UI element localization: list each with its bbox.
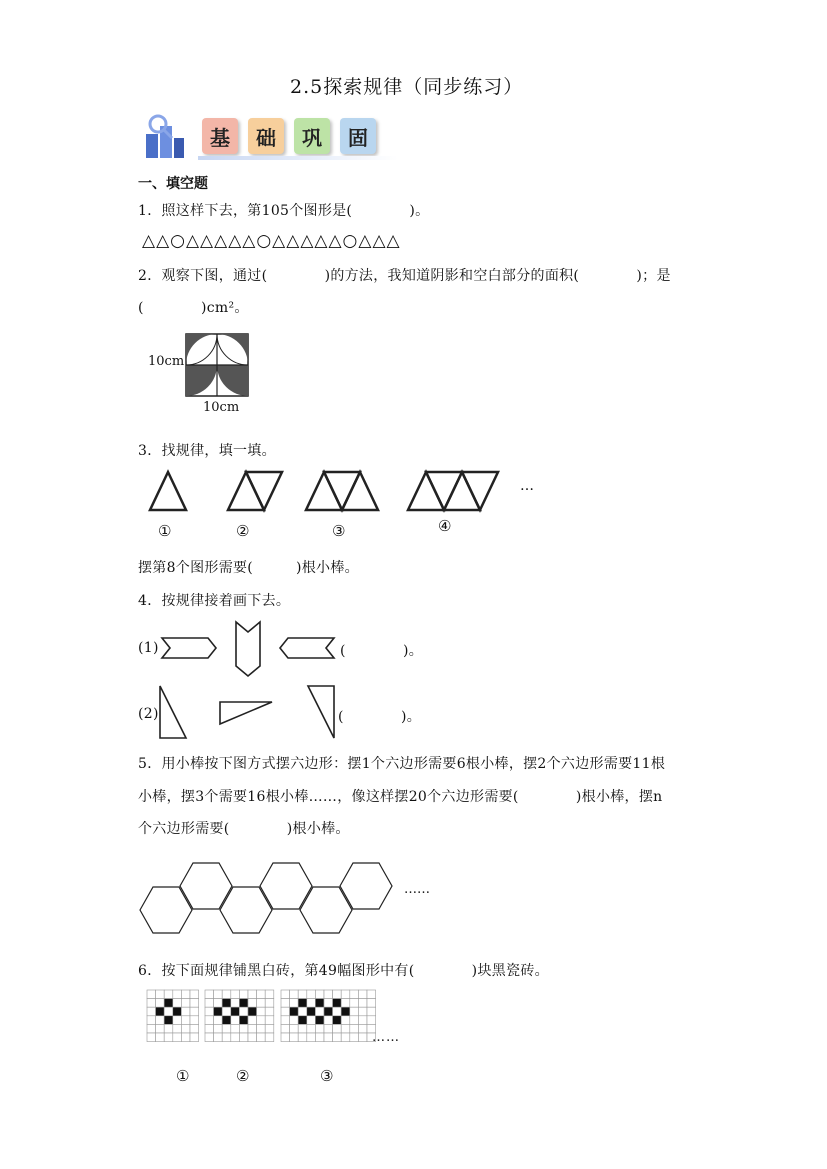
- white-tile: [333, 1024, 342, 1033]
- white-tile: [156, 999, 165, 1008]
- white-tile: [248, 999, 257, 1008]
- white-tile: [350, 1024, 359, 1033]
- black-tile: [173, 1007, 182, 1016]
- tile-label-3: ③: [320, 1067, 334, 1085]
- white-tile: [181, 1016, 190, 1025]
- black-tile: [214, 1007, 223, 1016]
- white-tile: [281, 1024, 290, 1033]
- white-tile: [358, 1024, 367, 1033]
- white-tile: [265, 990, 274, 999]
- white-tile: [341, 1033, 350, 1042]
- white-tile: [367, 1007, 376, 1016]
- white-tile: [222, 1033, 231, 1042]
- white-tile: [156, 1024, 165, 1033]
- figure-label-2: ②: [236, 522, 250, 540]
- triangle-rotation-row: [156, 684, 336, 742]
- white-tile: [164, 1024, 173, 1033]
- row-2-label: (2): [138, 706, 159, 722]
- white-tile: [214, 990, 223, 999]
- white-tile: [214, 999, 223, 1008]
- triangle-figure-4: [408, 472, 498, 510]
- white-tile: [281, 1033, 290, 1042]
- white-tile: [341, 1016, 350, 1025]
- white-tile: [248, 1033, 257, 1042]
- white-tile: [214, 1016, 223, 1025]
- black-tile: [341, 1007, 350, 1016]
- shaded-square-figure: [186, 334, 248, 396]
- white-tile: [239, 1007, 248, 1016]
- white-tile: [156, 990, 165, 999]
- question-5-line-1: 5．用小棒按下图方式摆六边形：摆1个六边形需要6根小棒，摆2个六边形需要11根: [138, 756, 666, 772]
- white-tile: [231, 1016, 240, 1025]
- question-2-line-2: ( )cm²。: [138, 300, 249, 316]
- white-tile: [257, 990, 266, 999]
- question-1-shape-sequence: △△○△△△△△○△△△△△○△△△: [142, 231, 401, 251]
- white-tile: [265, 1024, 274, 1033]
- white-tile: [290, 1033, 299, 1042]
- white-tile: [324, 1016, 333, 1025]
- white-tile: [298, 1007, 307, 1016]
- white-tile: [181, 999, 190, 1008]
- figure-label-4: ④: [438, 517, 452, 535]
- figure-label-3: ③: [332, 522, 346, 540]
- white-tile: [190, 1016, 199, 1025]
- white-tile: [307, 990, 316, 999]
- square-side-label: 10cm: [148, 354, 185, 369]
- banner-char-3: 巩: [294, 118, 330, 154]
- arrow-right-shape: [162, 638, 216, 658]
- white-tile: [231, 999, 240, 1008]
- black-tile: [231, 1007, 240, 1016]
- white-tile: [190, 1007, 199, 1016]
- white-tile: [307, 1033, 316, 1042]
- question-5-ellipsis: ……: [404, 882, 430, 897]
- white-tile: [333, 1033, 342, 1042]
- white-tile: [358, 1033, 367, 1042]
- white-tile: [358, 1007, 367, 1016]
- white-tile: [341, 999, 350, 1008]
- triangle-figure-2: [228, 472, 282, 510]
- white-tile: [281, 1007, 290, 1016]
- white-tile: [307, 1016, 316, 1025]
- white-tile: [281, 990, 290, 999]
- black-tile: [307, 1007, 316, 1016]
- tile-label-2: ②: [236, 1067, 250, 1085]
- question-3-text: 3．找规律，填一填。: [138, 443, 276, 459]
- figure-label-1: ①: [158, 522, 172, 540]
- white-tile: [205, 999, 214, 1008]
- white-tile: [333, 990, 342, 999]
- white-tile: [367, 1016, 376, 1025]
- white-tile: [205, 1016, 214, 1025]
- white-tile: [147, 990, 156, 999]
- black-tile: [222, 1016, 231, 1025]
- white-tile: [341, 990, 350, 999]
- white-tile: [181, 1033, 190, 1042]
- white-tile: [156, 1033, 165, 1042]
- white-tile: [290, 999, 299, 1008]
- white-tile: [315, 1007, 324, 1016]
- black-tile: [333, 999, 342, 1008]
- white-tile: [333, 1007, 342, 1016]
- question-5-line-2: 小棒，摆3个需要16根小棒……，像这样摆20个六边形需要( )根小棒，摆n: [138, 789, 663, 805]
- white-tile: [181, 1007, 190, 1016]
- white-tile: [350, 1016, 359, 1025]
- white-tile: [231, 1024, 240, 1033]
- white-tile: [222, 990, 231, 999]
- white-tile: [205, 1007, 214, 1016]
- white-tile: [257, 1016, 266, 1025]
- white-tile: [190, 1024, 199, 1033]
- white-tile: [350, 1033, 359, 1042]
- black-tile: [239, 1016, 248, 1025]
- white-tile: [367, 990, 376, 999]
- white-tile: [173, 1024, 182, 1033]
- white-tile: [239, 1033, 248, 1042]
- white-tile: [290, 1016, 299, 1025]
- white-tile: [358, 999, 367, 1008]
- arrow-left-shape: [280, 638, 334, 658]
- white-tile: [341, 1024, 350, 1033]
- black-tile: [333, 1016, 342, 1025]
- white-tile: [231, 990, 240, 999]
- white-tile: [307, 1024, 316, 1033]
- right-triangle-2: [220, 702, 272, 724]
- arrow-shapes-row: [160, 620, 340, 678]
- page-title: 2.5探索规律（同步练习）: [290, 76, 524, 98]
- section-heading: 一、填空题: [138, 176, 208, 192]
- question-5-line-3: 个六边形需要( )根小棒。: [138, 821, 350, 837]
- white-tile: [307, 999, 316, 1008]
- banner-icon: [138, 112, 198, 162]
- tile-grid-2: [205, 990, 274, 1042]
- black-tile: [290, 1007, 299, 1016]
- white-tile: [324, 1024, 333, 1033]
- white-tile: [290, 1024, 299, 1033]
- white-tile: [231, 1033, 240, 1042]
- arrow-down-shape: [236, 622, 260, 676]
- black-tile: [156, 1007, 165, 1016]
- white-tile: [190, 1033, 199, 1042]
- question-3-ellipsis: …: [520, 478, 534, 494]
- black-tile: [315, 1016, 324, 1025]
- white-tile: [222, 1007, 231, 1016]
- banner-char-4: 固: [340, 118, 376, 154]
- white-tile: [350, 990, 359, 999]
- banner-char-1: 基: [202, 118, 238, 154]
- white-tile: [181, 990, 190, 999]
- question-6-ellipsis: ……: [372, 1030, 400, 1045]
- white-tile: [324, 999, 333, 1008]
- white-tile: [173, 990, 182, 999]
- white-tile: [190, 990, 199, 999]
- right-triangle-1: [160, 686, 186, 738]
- tile-label-1: ①: [176, 1067, 190, 1085]
- white-tile: [367, 999, 376, 1008]
- white-tile: [190, 999, 199, 1008]
- white-tile: [222, 1024, 231, 1033]
- white-tile: [257, 1024, 266, 1033]
- white-tile: [205, 1033, 214, 1042]
- white-tile: [281, 999, 290, 1008]
- white-tile: [205, 1024, 214, 1033]
- row-1-blank: ( )。: [340, 643, 424, 659]
- white-tile: [147, 1033, 156, 1042]
- white-tile: [147, 1007, 156, 1016]
- white-tile: [298, 1024, 307, 1033]
- black-tile: [164, 999, 173, 1008]
- white-tile: [147, 1016, 156, 1025]
- white-tile: [298, 1033, 307, 1042]
- question-1-text: 1．照这样下去，第105个图形是( )。: [138, 203, 430, 219]
- white-tile: [164, 1033, 173, 1042]
- black-tile: [298, 1016, 307, 1025]
- white-tile: [173, 1033, 182, 1042]
- white-tile: [324, 990, 333, 999]
- question-4-text: 4．按规律接着画下去。: [138, 593, 291, 609]
- black-tile: [239, 999, 248, 1008]
- white-tile: [315, 990, 324, 999]
- white-tile: [173, 1016, 182, 1025]
- white-tile: [164, 990, 173, 999]
- white-tile: [265, 999, 274, 1008]
- white-tile: [164, 1007, 173, 1016]
- white-tile: [156, 1016, 165, 1025]
- triangle-figure-1: [150, 472, 186, 510]
- tile-grid-3: [281, 990, 376, 1042]
- square-bottom-label: 10cm: [203, 400, 240, 415]
- triangle-pattern-figure: [148, 470, 528, 514]
- black-tile: [222, 999, 231, 1008]
- white-tile: [205, 990, 214, 999]
- black-tile: [298, 999, 307, 1008]
- question-3-answer: 摆第8个图形需要( )根小棒。: [138, 560, 359, 576]
- row-2-blank: ( )。: [338, 709, 422, 725]
- white-tile: [315, 1024, 324, 1033]
- triangle-figure-3: [306, 472, 378, 510]
- black-tile: [324, 1007, 333, 1016]
- white-tile: [358, 1016, 367, 1025]
- white-tile: [248, 990, 257, 999]
- white-tile: [257, 1033, 266, 1042]
- black-tile: [315, 999, 324, 1008]
- white-tile: [214, 1024, 223, 1033]
- hexagon-chain-figure: [138, 860, 400, 936]
- white-tile: [239, 990, 248, 999]
- banner-char-2: 础: [248, 118, 284, 154]
- tile-grid-1: [147, 990, 199, 1042]
- black-tile: [248, 1007, 257, 1016]
- banner-underline: [198, 156, 398, 160]
- white-tile: [248, 1016, 257, 1025]
- white-tile: [239, 1024, 248, 1033]
- white-tile: [265, 1007, 274, 1016]
- white-tile: [147, 1024, 156, 1033]
- white-tile: [147, 999, 156, 1008]
- white-tile: [358, 990, 367, 999]
- white-tile: [265, 1033, 274, 1042]
- white-tile: [173, 999, 182, 1008]
- row-1-label: (1): [138, 640, 159, 656]
- white-tile: [248, 1024, 257, 1033]
- tile-pattern-figure: [147, 990, 377, 1042]
- white-tile: [324, 1033, 333, 1042]
- question-2-line-1: 2．观察下图，通过( )的方法，我知道阴影和空白部分的面积( )；是: [138, 268, 671, 284]
- white-tile: [350, 999, 359, 1008]
- white-tile: [290, 990, 299, 999]
- right-triangle-3: [308, 686, 334, 738]
- white-tile: [298, 990, 307, 999]
- white-tile: [281, 1016, 290, 1025]
- white-tile: [265, 1016, 274, 1025]
- white-tile: [181, 1024, 190, 1033]
- black-tile: [164, 1016, 173, 1025]
- white-tile: [315, 1033, 324, 1042]
- white-tile: [257, 999, 266, 1008]
- white-tile: [214, 1033, 223, 1042]
- white-tile: [257, 1007, 266, 1016]
- white-tile: [350, 1007, 359, 1016]
- question-6-text: 6．按下面规律铺黑白砖，第49幅图形中有( )块黑瓷砖。: [138, 963, 549, 979]
